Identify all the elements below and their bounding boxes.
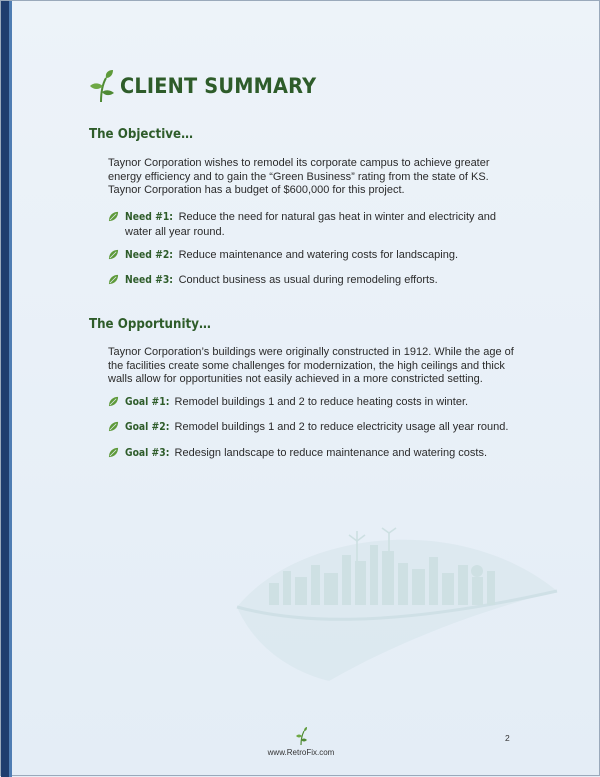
footer-url[interactable]: www.RetroFix.com <box>267 748 335 757</box>
section-heading-opportunity: The Opportunity… <box>89 316 211 332</box>
leaf-city-watermark-icon <box>229 521 559 701</box>
opportunity-paragraph: Taynor Corporation’s buildings were originally constructed in 1912. While the age of the facilities create some challenges for modernization, the high ceilings and thick walls allow for opportunities not easily achieved in a more constricted setting. <box>108 346 514 386</box>
leaf-bullet-icon <box>108 421 119 432</box>
goal-1-text: Remodel buildings 1 and 2 to reduce heating costs in winter. <box>171 396 469 408</box>
plant-sprout-icon <box>89 69 117 103</box>
goal-2-label: Goal #2: <box>125 421 170 433</box>
page-title: CLIENT SUMMARY <box>120 74 317 98</box>
objective-paragraph: Taynor Corporation wishes to remodel its corporate campus to achieve greater energy efficiency and to gain the “Green Business” rating from the state of KS. Taynor Corporation has a budget of $600,000 for this project. <box>108 157 490 197</box>
goal-3-label: Goal #3: <box>125 447 170 459</box>
goal-1-label: Goal #1: <box>125 396 170 408</box>
list-item <box>108 248 518 263</box>
need-2-label: Need #2: <box>125 249 173 261</box>
goal-3-text: Redesign landscape to reduce maintenance and watering costs. <box>171 447 488 459</box>
goal-2-text: Remodel buildings 1 and 2 to reduce electricity usage all year round. <box>171 421 509 433</box>
list-item <box>108 420 518 435</box>
page-number: 2 <box>505 733 510 743</box>
list-item <box>108 395 518 410</box>
leaf-bullet-icon <box>108 396 119 407</box>
leaf-bullet-icon <box>108 447 119 458</box>
list-item <box>108 446 518 461</box>
need-3-label: Need #3: <box>125 274 173 286</box>
need-1-text: Reduce the need for natural gas heat in winter and electricity and water all year round. <box>125 211 496 238</box>
need-1-label: Need #1: <box>125 211 173 223</box>
leaf-bullet-icon <box>108 211 119 222</box>
list-item <box>108 273 518 288</box>
list-item <box>108 210 518 240</box>
need-2-text: Reduce maintenance and watering costs for landscaping. <box>175 249 459 261</box>
section-heading-objective: The Objective… <box>89 126 193 142</box>
leaf-bullet-icon <box>108 249 119 260</box>
need-3-text: Conduct business as usual during remodeling efforts. <box>175 274 438 286</box>
side-accent-stripe <box>9 1 12 777</box>
plant-sprout-icon <box>296 727 307 745</box>
leaf-bullet-icon <box>108 274 119 285</box>
side-accent-bar <box>1 1 9 777</box>
